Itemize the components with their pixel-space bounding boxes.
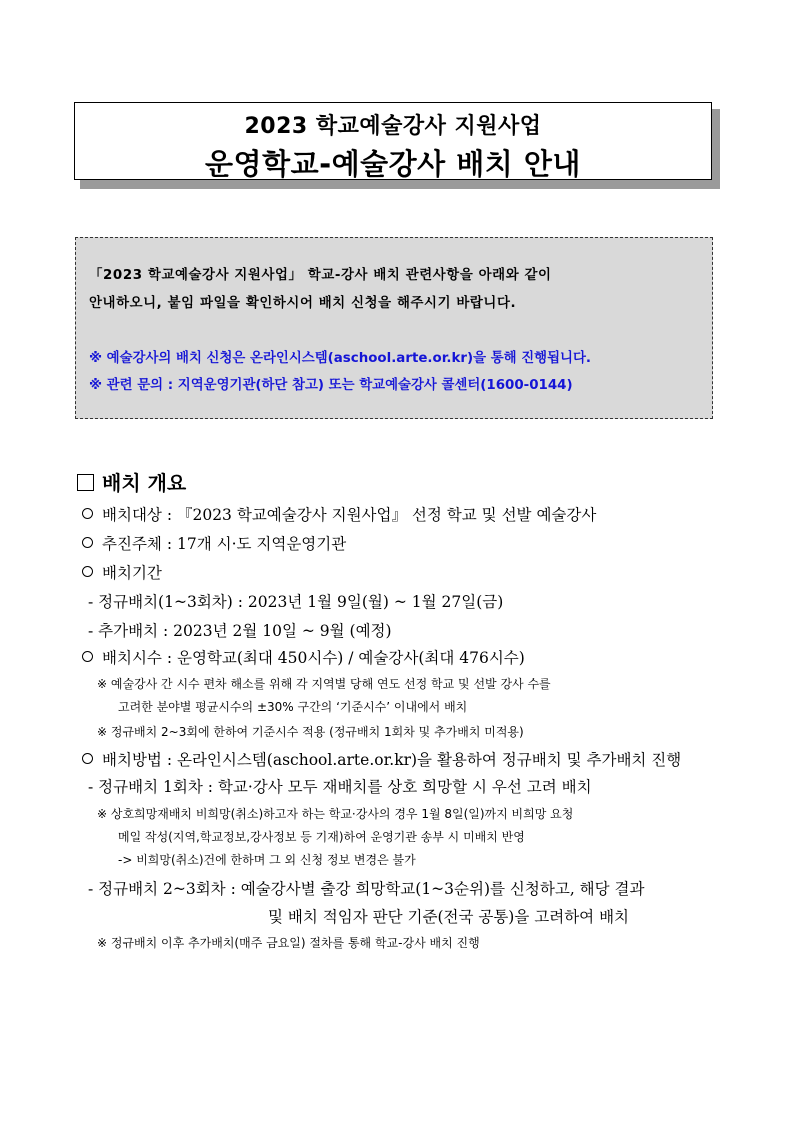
bullet-hours xyxy=(82,646,525,668)
round1: - 정규배치 1회차 : 학교·강사 모두 재배치를 상호 희망할 시 우선 고려 배치 xyxy=(88,778,592,796)
method-text: 배치방법 : 온라인시스템(aschool.arte.or.kr)을 활용하여 정규배치 및 추가배치 진행 xyxy=(102,751,682,769)
bullet-organizer xyxy=(82,532,346,554)
notice-box xyxy=(75,237,713,419)
hours-note-1a: ※ 예술강사 간 시수 편차 해소를 위해 각 지역별 당해 연도 선정 학교 및 선발 강사 수를 xyxy=(97,677,551,691)
bullet-target xyxy=(82,503,596,525)
round1-note-a: ※ 상호희망재배치 비희망(취소)하고자 하는 학교·강사의 경우 1월 8일(일)까지 비희망 요청 xyxy=(97,807,574,821)
hours-text: 배치시수 : 운영학교(최대 450시수) / 예술강사(최대 476시수) xyxy=(102,649,525,667)
round23-a: - 정규배치 2~3회차 : 예술강사별 출강 희망학교(1~3순위)를 신청하고, 해당 결과 xyxy=(88,880,645,898)
bullet-method xyxy=(82,748,681,770)
period-additional: - 추가배치 : 2023년 2월 10일 ~ 9월 (예정) xyxy=(88,622,392,640)
circle-bullet-icon xyxy=(82,566,93,577)
circle-bullet-icon xyxy=(82,537,93,548)
hours-note-2: ※ 정규배치 2~3회에 한하여 기준시수 적용 (정규배치 1회차 및 추가배치 미적용) xyxy=(97,725,524,739)
round1-note-b: 메일 작성(지역,학교정보,강사정보 등 기재)하여 운영기관 송부 시 미배치 반영 xyxy=(118,830,525,844)
notice-online-system: ※ 예술강사의 배치 신청은 온라인시스템(aschool.arte.or.kr)을 통해 진행됩니다. xyxy=(89,351,592,366)
bullet-period xyxy=(82,561,162,583)
target-text: 배치대상 : 『2023 학교예술강사 지원사업』 선정 학교 및 선발 예술강사 xyxy=(102,506,597,524)
section-heading-text: 배치 개요 xyxy=(102,471,187,495)
organizer-text: 추진주체 : 17개 시·도 지역운영기관 xyxy=(102,535,347,553)
section-heading xyxy=(77,467,186,496)
notice-line-2: 안내하오니, 붙임 파일을 확인하시어 배치 신청을 해주시기 바랍니다. xyxy=(89,296,517,311)
title-box xyxy=(74,102,712,180)
circle-bullet-icon xyxy=(82,651,93,662)
period-label: 배치기간 xyxy=(102,564,162,582)
round23-b: 및 배치 적임자 판단 기준(전국 공통)을 고려하여 배치 xyxy=(268,908,630,926)
checkbox-square-icon xyxy=(77,474,94,491)
hours-note-1b: 고려한 분야별 평균시수의 ±30% 구간의 ‘기준시수’ 이내에서 배치 xyxy=(118,700,468,714)
circle-bullet-icon xyxy=(82,753,93,764)
notice-line-1: 「2023 학교예술강사 지원사업」 학교-강사 배치 관련사항을 아래와 같이 xyxy=(89,268,552,283)
period-regular: - 정규배치(1~3회차) : 2023년 1월 9일(월) ~ 1월 27일(금) xyxy=(88,593,504,611)
round1-note-c: -> 비희망(취소)건에 한하며 그 외 신청 정보 변경은 불가 xyxy=(118,853,416,867)
notice-contact: ※ 관련 문의 : 지역운영기관(하단 참고) 또는 학교예술강사 콜센터(1600-0144) xyxy=(89,378,573,393)
title-line-1: 2023 학교예술강사 지원사업 xyxy=(244,114,542,139)
after-note: ※ 정규배치 이후 추가배치(매주 금요일) 절차를 통해 학교-강사 배치 진행 xyxy=(97,936,480,950)
circle-bullet-icon xyxy=(82,508,93,519)
title-line-2: 운영학교-예술강사 배치 안내 xyxy=(205,147,581,181)
